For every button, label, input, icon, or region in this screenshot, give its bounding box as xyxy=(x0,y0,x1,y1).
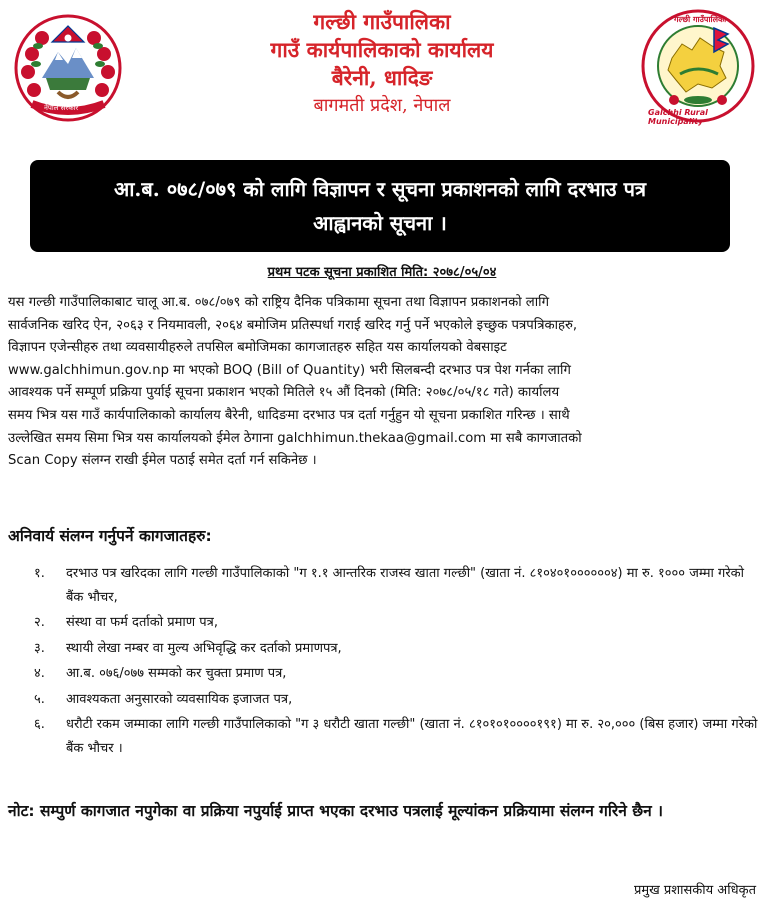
body-line: यस गल्छी गाउँपालिकाबाट चालू आ.ब. ०७८/०७९ को राष्ट्रिय दैनिक पत्रिकामा सूचना तथा विज्ञापन प्रकाशनको लागि xyxy=(8,295,549,310)
body-line: सार्वजनिक खरिद ऐन, २०६३ र नियमावली, २०६४ बमोजिम प्रतिस्पर्धा गराई खरिद गर्नु पर्ने भएकोले इच्छुक पत्रपत्रिकाहरु, xyxy=(8,317,578,333)
list-item-number: १. xyxy=(34,566,45,581)
galchhi-municipality-logo xyxy=(640,8,756,124)
nepal-emblem-logo xyxy=(12,12,124,124)
list-item-text: धरौटी रकम जम्माका लागि गल्छी गाउँपालिकाको "ग ३ धरौटी खाता गल्छी" (खाता नं. ८१०१०१००००१९१) मा रु. २०,००० (बिस हजार) जम्मा गरेको बैंक भौचर । xyxy=(66,717,758,756)
body-line: आवश्यक पर्ने सम्पूर्ण प्रक्रिया पुर्याई सूचना प्रकाशन भएको मितिले १५ औं दिनको (मिति: २०७८/०५/१८ गते) कार्यालय xyxy=(8,385,560,401)
publication-date: प्रथम पटक सूचना प्रकाशित मिति: २०७८/०५/०४ xyxy=(267,265,497,280)
list-item xyxy=(34,688,758,712)
right-logo-bottom-text: Galchhi Rural Municipality xyxy=(648,108,708,126)
body-line: www.galchhimun.gov.np मा भएको BOQ (Bill of Quantity) भरी सिलबन्दी दरभाउ पत्र पेश गर्नका लागि xyxy=(8,362,571,378)
notice-body xyxy=(8,292,758,473)
list-item xyxy=(34,713,758,760)
list-item-text: संस्था वा फर्म दर्ताको प्रमाण पत्र, xyxy=(66,615,218,630)
left-logo-caption: नेपाल सरकार xyxy=(44,104,79,112)
body-line: Scan Copy संलग्न राखी ईमेल पठाई समेत दर्ता गर्न सकिनेछ । xyxy=(8,453,317,469)
list-item-text: आ.ब. ०७६/०७७ सम्मको कर चुक्ता प्रमाण पत्र, xyxy=(66,666,287,681)
list-item xyxy=(34,611,758,635)
notice-note: नोट: सम्पुर्ण कागजात नपुगेका वा प्रक्रिया नपुर्याई प्राप्त भएका दरभाउ पत्रलाई मूल्यांकन प्रक्रियामा संलग्न गरिने छैन । xyxy=(8,802,664,820)
body-line: उल्लेखित समय सिमा भित्र यस कार्यालयको ईमेल ठेगाना galchhimun.thekaa@gmail.com मा सबै कागजातको xyxy=(8,430,582,446)
list-item-text: स्थायी लेखा नम्बर वा मुल्य अभिवृद्धि कर दर्ताको प्रमाणपत्र, xyxy=(66,640,342,656)
list-item-number: २. xyxy=(34,615,45,630)
notice-title-line-2: आह्वानको सूचना । xyxy=(313,211,447,235)
notice-title-line-1: आ.ब. ०७८/०७९ को लागि विज्ञापन र सूचना प्रकाशनको लागि दरभाउ पत्र xyxy=(113,177,647,201)
office-header xyxy=(150,8,614,120)
body-line: समय भित्र यस गाउँ कार्यपालिकाको कार्यालय बैरेनी, धादिङमा दरभाउ पत्र दर्ता गर्नुहुन यो सूचना प्रकाशित गरिन्छ । साथै xyxy=(8,407,570,423)
list-item xyxy=(34,662,758,686)
right-logo-top-text: गल्छी गाउँपालिका xyxy=(674,15,727,24)
municipality-seal-icon xyxy=(640,8,756,124)
office-name: गाउँ कार्यपालिकाको कार्यालय xyxy=(270,37,494,62)
municipality-name: गल्छी गाउँपालिका xyxy=(313,9,451,34)
province-name: बागमती प्रदेश, नेपाल xyxy=(313,95,451,116)
list-item-number: ५. xyxy=(34,691,45,707)
list-item-text: आवश्यकता अनुसारको व्यवसायिक इजाजत पत्र, xyxy=(66,691,293,707)
notice-title-banner xyxy=(30,160,730,252)
office-location: बैरेनी, धादिङ xyxy=(331,65,433,90)
required-documents-heading: अनिवार्य संलग्न गर्नुपर्ने कागजातहरु: xyxy=(8,527,212,545)
required-documents-list xyxy=(34,562,758,762)
signatory-title: प्रमुख प्रशासकीय अधिकृत xyxy=(633,883,756,898)
list-item-number: ३. xyxy=(34,640,45,656)
list-item xyxy=(34,637,758,661)
body-line: विज्ञापन एजेन्सीहरु तथा व्यवसायीहरुले तपसिल बमोजिमका कागजातहरु सहित यस कार्यालयको वेबसाइट xyxy=(8,340,507,356)
list-item-number: ४. xyxy=(34,666,45,681)
list-item-number: ६. xyxy=(34,717,45,732)
list-item xyxy=(34,562,758,609)
list-item-text: दरभाउ पत्र खरिदका लागि गल्छी गाउँपालिकाको "ग १.१ आन्तरिक राजस्व खाता गल्छी" (खाता नं. ८१०४०१००००००४) मा रु. १००० जम्मा गरेको बैंक भौचर, xyxy=(66,566,744,605)
